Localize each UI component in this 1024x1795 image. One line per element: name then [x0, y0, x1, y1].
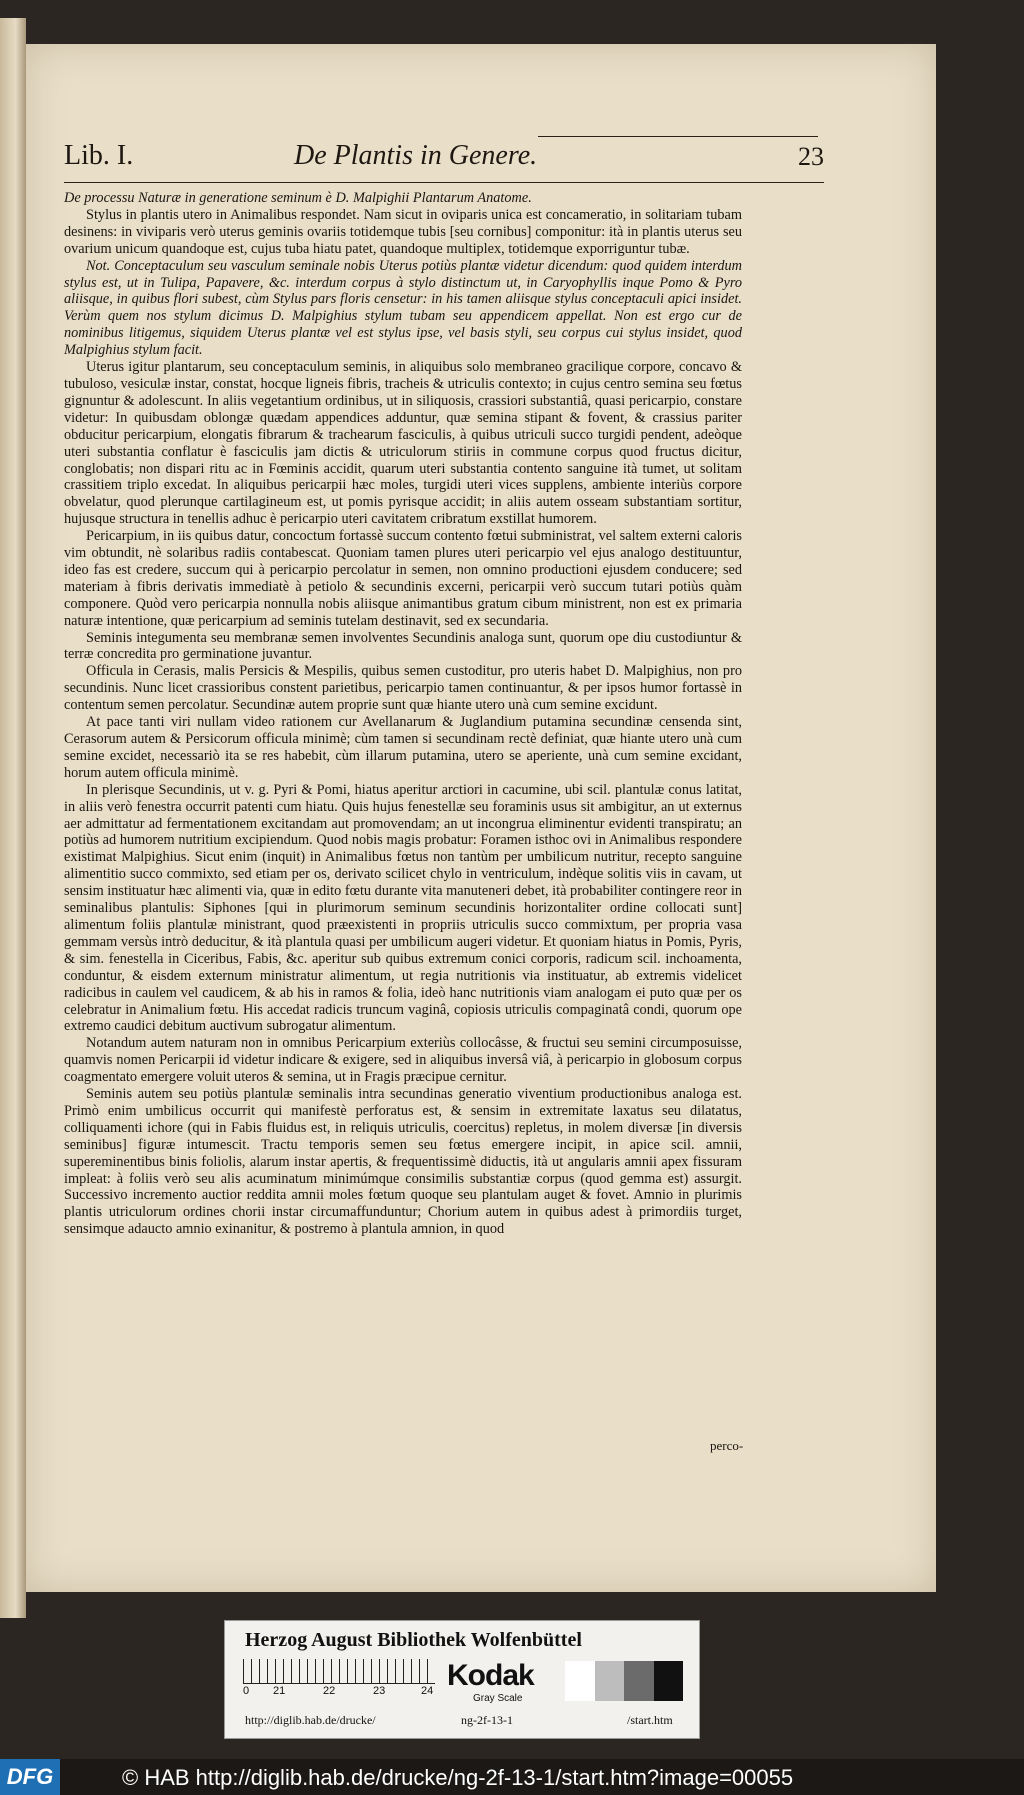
paragraph: Seminis integumenta seu membranæ semen involventes Secundinis analoga sunt, quorum ope diu custodiuntur & terræ concredita pro germinatione juvantur.: [64, 629, 742, 663]
section-caption: De processu Naturæ in generatione seminum è D. Malpighii Plantarum Anatome.: [64, 190, 532, 206]
ruler-ticks: [243, 1659, 435, 1684]
ruler-label: 23: [373, 1685, 386, 1697]
header-rule: [538, 136, 818, 137]
paragraph: Officula in Cerasis, malis Persicis & Mespilis, quibus semen custoditur, pro uteris habet D. Malpighius, non pro secundinis. Nunc licet crassioribus constent parietibus, pericarpio tamen continuantur, & per ipsos humor fortassè in contentum semen percolatur. Secundinæ autem proprie sunt quæ hiante utero unà cum semine excidunt.: [64, 663, 742, 714]
card-start: /start.htm: [627, 1713, 673, 1727]
credit-link[interactable]: © HAB http://diglib.hab.de/drucke/ng-2f-13-1/start.htm?image=00055: [122, 1765, 794, 1790]
catchword: perco-: [710, 1438, 744, 1453]
ruler-label: 22: [323, 1685, 336, 1697]
paragraph: Pericarpium, in iis quibus datur, concoctum fortassè succum contento fœtui subministrat, vel saltem externi caloris vim obtundit, nè solaribus radiis contabescat. Quoniam tamen plures uteri pericarpio vel ejus analogo destituuntur, ideo fas est credere, succum qui à pericarpio percolatur in semen, non omnino productioni ejusdem conducere; sed materiam à fibris derivatis immediatè à petiolo & secundinis excerni, pericarpii verò succum tutari potiùs quàm componere. Quòd vero pericarpia nonnulla nobis aliisque animantibus gratum cibum ministrent, non est ex primaria naturæ intentione, quæ pericarpium ad seminis tutelam destinavit, sed ex secundaria.: [64, 528, 742, 629]
page-number: 23: [798, 142, 824, 171]
ruler-label: 0: [243, 1685, 250, 1697]
scale-ruler: [243, 1659, 435, 1701]
gray-scale-swatches: [565, 1661, 683, 1701]
paragraph: Stylus in plantis utero in Animalibus respondet. Nam sicut in oviparis unica est concameratio, in solitariam tubam desinens: in viviparis verò uterus geminis ovariis totidemque tubis [seu cornibus] componitur: ità in plantis uterus seu ovarium unicum quandoque est, cujus tuba hiatu patet, quandoque multiplex, totidemque exporriguntur tubæ.: [64, 206, 742, 257]
paragraph: Seminis autem seu potiùs plantulæ seminalis intra secundinas generatio viventium productionibus analoga est. Primò enim umbilicus occurrit qui manifestè perforatus est, & sensim in extremitate laxatus seu dilatatus, colliquamenti ichore (qui in Fabis fluidus est, in reliquis utriculis, coercitus) repletus, in molem diversæ [in diversis seminibus] figuræ intumescit. Tractu temporis semen seu fœtus emergere incipit, in apice scil. amnii, supereminentibus binis foliolis, alarum instar apertis, & frequentissimè diductis, ità ut angularis amnii apex fissuram impleat: à foliis verò seu alis acuminatum minimúmque consimilis substantiæ corpus (quod gemma est) assurgit. Successivo incremento auctior reddita amnii moles fœtum quoque seu plantulam auget & fovet. Amnio in plurimis plantis utriculorum ordines chorii instar circumaffunduntur; Chorium autem in quibus adest à primordiis turget, sensimque adaucto amnio exinanitur, & postremo à plantula amnion, in quod: [64, 1086, 742, 1238]
kodak-logo: Kodak: [447, 1659, 534, 1692]
body-text: [64, 190, 742, 1238]
book-number: Lib. I.: [64, 140, 134, 171]
running-title: De Plantis in Genere.: [294, 140, 538, 171]
swatch-white: [565, 1661, 595, 1701]
swatch-black: [654, 1661, 684, 1701]
running-header: [64, 138, 824, 183]
gray-scale-label: Gray Scale: [473, 1693, 523, 1704]
paragraph: Notandum autem naturam non in omnibus Pericarpium exteriùs collocâsse, & fructui seu semini circumposuisse, quamvis nomen Pericarpii id videtur indicare & exigere, sed in aliquibus inversâ viâ, à pericarpio in globosum corpus coagmentato emergere voluit uteros & semina, ut in Fragis præcipue cernitur.: [64, 1035, 742, 1086]
card-url: http://diglib.hab.de/drucke/: [245, 1713, 376, 1727]
dfg-logo: DFG: [0, 1759, 60, 1795]
footer-bar: [0, 1759, 1024, 1795]
swatch-mid: [624, 1661, 654, 1701]
adjacent-page-edge: [0, 18, 26, 1618]
paragraph: In plerisque Secundinis, ut v. g. Pyri & Pomi, hiatus aperitur arctiori in cacumine, ubi scil. plantulæ conus latitat, in aliis verò fenestra occurrit patenti cum hiatu. Quis hujus fenestellæ seu foraminis usus sit ambigitur, an ut externus aer admittatur ad fermentationem excitandam aut promovendam; an ut incongrua eliminentur evidenti transpiratu; an potiùs ad humorem nutritium excipiendum. Quod nobis magis probatur: Foramen isthoc ovi in Animalibus respondere existimat Malpighius. Sicut enim (inquit) in Animalibus fœtus non tantùm per umbilicum nutritur, recepto sanguine alimentitio succo commixto, sed etiam per os, derivato scilicet chylo in ventriculum, indèque solitis viis in cavam, ut sensim instituatur hæc alimenti via, quæ in edito fœtu durante vita manuteneri debet, ità probabiliter contingere reor in seminalibus plantulis: Siphones [qui in plurimorum seminum secundinis horizontaliter ordine collocati sunt] alimentum foliis plantulæ ministrant, quod præexistenti in propriis utriculis succo commixtum, per propria vasa gemmam versùs intrò deducitur, & ità plantula quasi per umbilicum augeri videtur. Et quoniam hiatus in Pomis, Pyris, & sim. fenestella in Ciceribus, Fabis, &c. aperitur sub quibus extremum conici corporis, radicum scil. inchoamenta, conduntur, & eisdem externum ministratur alimentum, ut regia nutritionis via instituatur, ab extremis videlicet radicibus in caulem vel caudicem, & ab his in ramos & folia, ideò hanc nutritionis viam analogam ei puto quæ per os celebratur in Animalium fœtu. His accedat radicis truncum vaginâ, copiosis utriculis compaginatâ condi, quorum ope extremo caudici debitum auctivum subrogatur alimentum.: [64, 781, 742, 1035]
note-paragraph: Not. Conceptaculum seu vasculum seminale nobis Uterus potiùs plantæ videtur dicendum: quod quidem interdum stylus est, ut in Tulipa, Papavere, &c. interdum corpus à stylo distinctum ut, in Caryophyllis inque Pomo & Pyro aliisque, in quibus flori subest, cùm Stylus pars floris censetur: in his tamen aliisque stylus conceptaculi apici insidet. Verùm quem nos stylum dicimus D. Malpighius stylum tubam seu appendicem appellat. Non est ergo cur de nominibus litigemus, siquidem Uterus plantæ vel est stylus ipse, vel basis styli, seu corpus cui stylus insidet, quod Malpighius stylum facit.: [64, 257, 742, 359]
library-name: Herzog August Bibliothek Wolfenbüttel: [245, 1629, 582, 1651]
library-color-card: [224, 1620, 700, 1739]
swatch-light: [595, 1661, 625, 1701]
ruler-label: 24: [421, 1685, 434, 1697]
paragraph: Uterus igitur plantarum, seu conceptaculum seminis, in aliquibus solo membraneo gracilique corpore, concavo & tubuloso, vesiculæ instar, constat, hocque ligneis fibris, tracheis & utriculis contexto; in cujus centro semina seu fœtus gignuntur & adolescunt. In aliis vegetantium ordinibus, ut in siliquosis, crassiori substantiâ, quasi pericarpio, constare videtur: In quibusdam oblongæ quædam appendices adduntur, quæ semina stipant & fovent, & crassius pariter obducitur pericarpium, elongatis fibrarum & trachearum fasciculis, à quibus utriculi succo turgidi pendent, adeòque uteri substantia conflatur è fasciculis jam dictis & utriculorum stiriis in commune corpus quod fructus dicitur, conglobatis; non dispari ritu ac in Fœminis accidit, quarum uteri substantia contento sanguine ità tumet, ut solitam crassitiem triplo excedat. In aliquibus pericarpii hæc moles, turgidi uteri vices supplens, ambiente interiùs corpore obvelatur, quod plerunque cartilagineum est, ut pomis pyrisque accidit; in aliis autem osseam substantiam sortitur, hujusque structura in tenellis adhuc è pericarpio uteri cavitatem cribratum exstillat humorem.: [64, 359, 742, 528]
card-id: ng-2f-13-1: [461, 1713, 513, 1727]
ruler-label: 21: [273, 1685, 286, 1697]
paragraph: At pace tanti viri nullam video rationem cur Avellanarum & Juglandium putamina secundinæ censenda sint, Cerasorum autem & Persicorum officula minimè; cùm tamen si secundinam rectè definiat, quæ hiante utero unà cum semine excidet, necessariò ita se res habebit, cùm illarum putamina, utero se aperiente, unà cum semine excidant, horum autem officula minimè.: [64, 714, 742, 781]
